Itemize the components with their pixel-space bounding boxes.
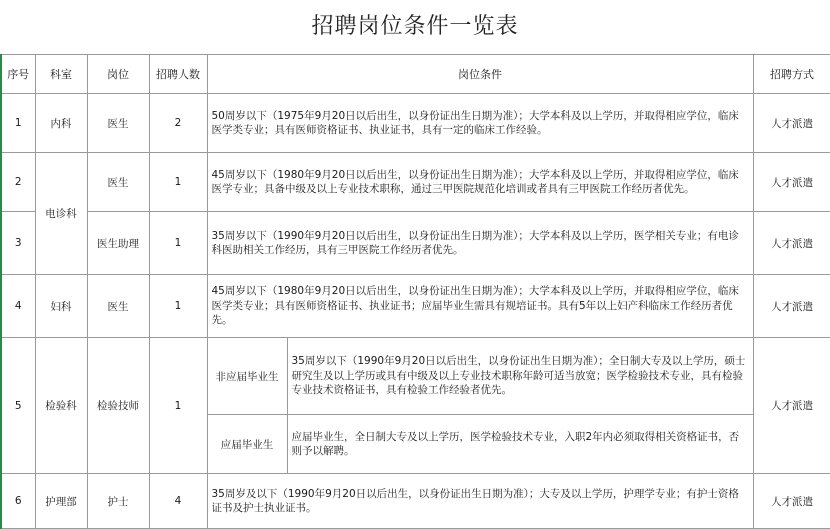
row-count: 2 [149,94,207,153]
row-post: 护士 [87,474,149,529]
row-method: 人才派遣 [753,338,830,474]
row-count: 1 [149,338,207,474]
header-post: 岗位 [87,55,149,94]
row-count: 1 [149,275,207,338]
row-post: 医生 [87,94,149,153]
row-count: 4 [149,474,207,529]
row-requirements: 45周岁以下（1980年9月20日以后出生，以身份证出生日期为准）；大学本科及以上学历，并取得相应学位，临床医学专业；具备中级及以上专业技术职称，通过三甲医院规范化培训或者具有三甲医院工作经历者优先。 [207,153,753,212]
row-method: 人才派遣 [753,275,830,338]
row-method: 人才派遣 [753,94,830,153]
recruitment-table [0,54,830,529]
table-row [1,153,830,212]
header-dept: 科室 [35,55,87,94]
table-row [1,212,830,275]
row-method: 人才派遣 [753,212,830,275]
row-dept: 检验科 [35,338,87,474]
row-no: 6 [1,474,35,529]
row-requirements: 45周岁以下（1980年9月20日以后出生，以身份证出生日期为准）；大学本科及以上学历，并取得相应学位，临床医学类专业；具有医师资格证书、执业证书；应届毕业生需具有规培证书。具有5年以上妇产科临床工作经历者优先。 [207,275,753,338]
row-dept: 妇科 [35,275,87,338]
row-dept: 电诊科 [35,153,87,275]
row-no: 5 [1,338,35,474]
row-post: 医生助理 [87,212,149,275]
row-requirements: 35周岁以下（1990年9月20日以后出生，以身份证出生日期为准）；大学本科及以上学历，医学相关专业；有电诊科医助相关工作经历，具有三甲医院工作经历者优先。 [207,212,753,275]
row-sub-type: 非应届毕业生 [207,338,287,415]
table-row [1,275,830,338]
table-row [1,338,830,415]
row-post: 医生 [87,275,149,338]
row-count: 1 [149,212,207,275]
header-method: 招聘方式 [753,55,830,94]
row-post: 医生 [87,153,149,212]
row-no: 2 [1,153,35,212]
row-no: 3 [1,212,35,275]
table-row [1,94,830,153]
row-no: 4 [1,275,35,338]
row-method: 人才派遣 [753,474,830,529]
row-requirements: 50周岁以下（1975年9月20日以后出生，以身份证出生日期为准）；大学本科及以上学历，并取得相应学位，临床医学类专业；具有医师资格证书、执业证书，具有一定的临床工作经验。 [207,94,753,153]
header-no: 序号 [1,55,35,94]
row-dept: 护理部 [35,474,87,529]
row-post: 检验技师 [87,338,149,474]
row-sub-type: 应届毕业生 [207,415,287,474]
document-title: 招聘岗位条件一览表 [311,14,519,39]
row-count: 1 [149,153,207,212]
header-row [1,55,830,94]
row-method: 人才派遣 [753,153,830,212]
row-dept: 内科 [35,94,87,153]
row-no: 1 [1,94,35,153]
row-requirements: 35周岁以下（1990年9月20日以后出生，以身份证出生日期为准）；全日制大专及以上学历，硕士研究生及以上学历或具有中级及以上专业技术职称年龄可适当放宽；医学检验技术专业，具有检验专业技术资格证书，具有检验工作经验者优先。 [287,338,753,415]
header-requirements: 岗位条件 [207,55,753,94]
row-requirements: 应届毕业生，全日制大专及以上学历，医学检验技术专业，入职2年内必须取得相关资格证书，否则予以解聘。 [287,415,753,474]
table-row [1,474,830,529]
row-requirements: 35周岁及以下（1990年9月20日以后出生，以身份证出生日期为准）；大专及以上学历，护理学专业；有护士资格证书及护士执业证书。 [207,474,753,529]
header-count: 招聘人数 [149,55,207,94]
